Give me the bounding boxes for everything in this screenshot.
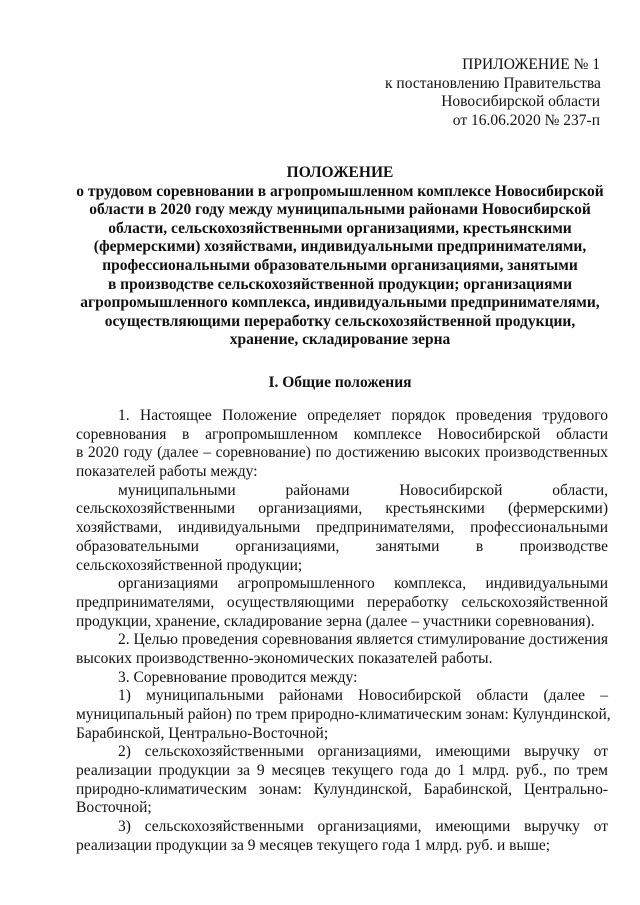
title-line: области, сельскохозяйственными организациями, крестьянскими [108, 219, 572, 237]
paragraph-line: реализации продукции за 9 месяцев текущего года до 1 млрд. руб., по трем [76, 762, 608, 780]
title-line: в производстве сельскохозяйственной продукции; организациями [107, 275, 573, 293]
paragraph-line: 2) сельскохозяйственными организациями, имеющими выручку от [118, 743, 608, 761]
title-line: (фермерскими) хозяйствами, индивидуальными предпринимателями, [93, 238, 587, 256]
title-line: хранение, складирование зерна [229, 331, 451, 349]
paragraph-line: сельскохозяйственными организациями, крестьянскими (фермерскими) [76, 500, 608, 518]
title-line: профессиональными образовательными организациями, занятыми [102, 256, 578, 274]
paragraph-line: природно-климатическим зонам: Кулундинской, Барабинской, Центрально- [76, 780, 608, 798]
document-title [70, 164, 610, 350]
paragraph-line: сельскохозяйственной продукции; [76, 556, 303, 574]
title-line: агропромышленного комплекса, индивидуальными предпринимателями, [80, 294, 600, 312]
paragraph-line: высоких производственно-экономических показателей работы. [76, 649, 493, 667]
paragraph-line: реализации продукции за 9 месяцев текущего года 1 млрд. руб. и выше; [76, 836, 550, 854]
paragraph-line: Восточной; [76, 799, 152, 817]
appendix-number: ПРИЛОЖЕНИЕ № 1 [462, 56, 600, 73]
paragraph-line: 2. Целью проведения соревнования является стимулирование достижения [118, 631, 608, 649]
paragraph-line: организациями агропромышленного комплекса, индивидуальными [118, 575, 608, 593]
paragraph-line: соревнования в агропромышленном комплексе Новосибирской области [76, 425, 608, 443]
paragraph-line: хозяйствами, индивидуальными предпринимателями, профессиональными [76, 519, 608, 537]
section-body [76, 407, 611, 856]
section-heading: I. Общие положения [268, 374, 412, 391]
paragraph-line: продукции, хранение, складирование зерна (далее – участники соревнования). [76, 612, 595, 630]
appendix-region: Новосибирской области [441, 93, 600, 110]
title-heading: ПОЛОЖЕНИЕ [286, 164, 394, 181]
title-line: осуществляющими переработку сельскохозяйственной продукции, [104, 312, 576, 330]
appendix-date: от 16.06.2020 № 237-п [452, 111, 600, 129]
appendix-block [385, 56, 600, 130]
title-line: области в 2020 году между муниципальными районами Новосибирской [89, 201, 591, 219]
appendix-decree: к постановлению Правительства [385, 74, 601, 92]
paragraph-line: муниципальными районами Новосибирской области, [118, 481, 608, 499]
paragraph-line: образовательными организациями, занятыми в производстве [76, 537, 608, 555]
paragraph-line: показателей работы между: [76, 463, 258, 481]
paragraph-line: 1) муниципальными районами Новосибирской области (далее – [118, 687, 608, 705]
paragraph-line: 3. Соревнование проводится между: [118, 668, 358, 686]
paragraph-line: Барабинской, Центрально-Восточной; [76, 724, 329, 742]
title-line: о трудовом соревновании в агропромышленном комплексе Новосибирской [76, 182, 604, 200]
paragraph-line: муниципальный район) по трем природно-климатическим зонам: Кулундинской, [76, 706, 611, 723]
paragraph-line: предпринимателями, осуществляющими переработку сельскохозяйственной [76, 593, 608, 611]
paragraph-line: 1. Настоящее Положение определяет порядок проведения трудового [118, 407, 608, 424]
paragraph-line: в 2020 году (далее – соревнование) по достижению высоких производственных [76, 444, 608, 462]
paragraph-line: 3) сельскохозяйственными организациями, имеющими выручку от [118, 818, 608, 836]
